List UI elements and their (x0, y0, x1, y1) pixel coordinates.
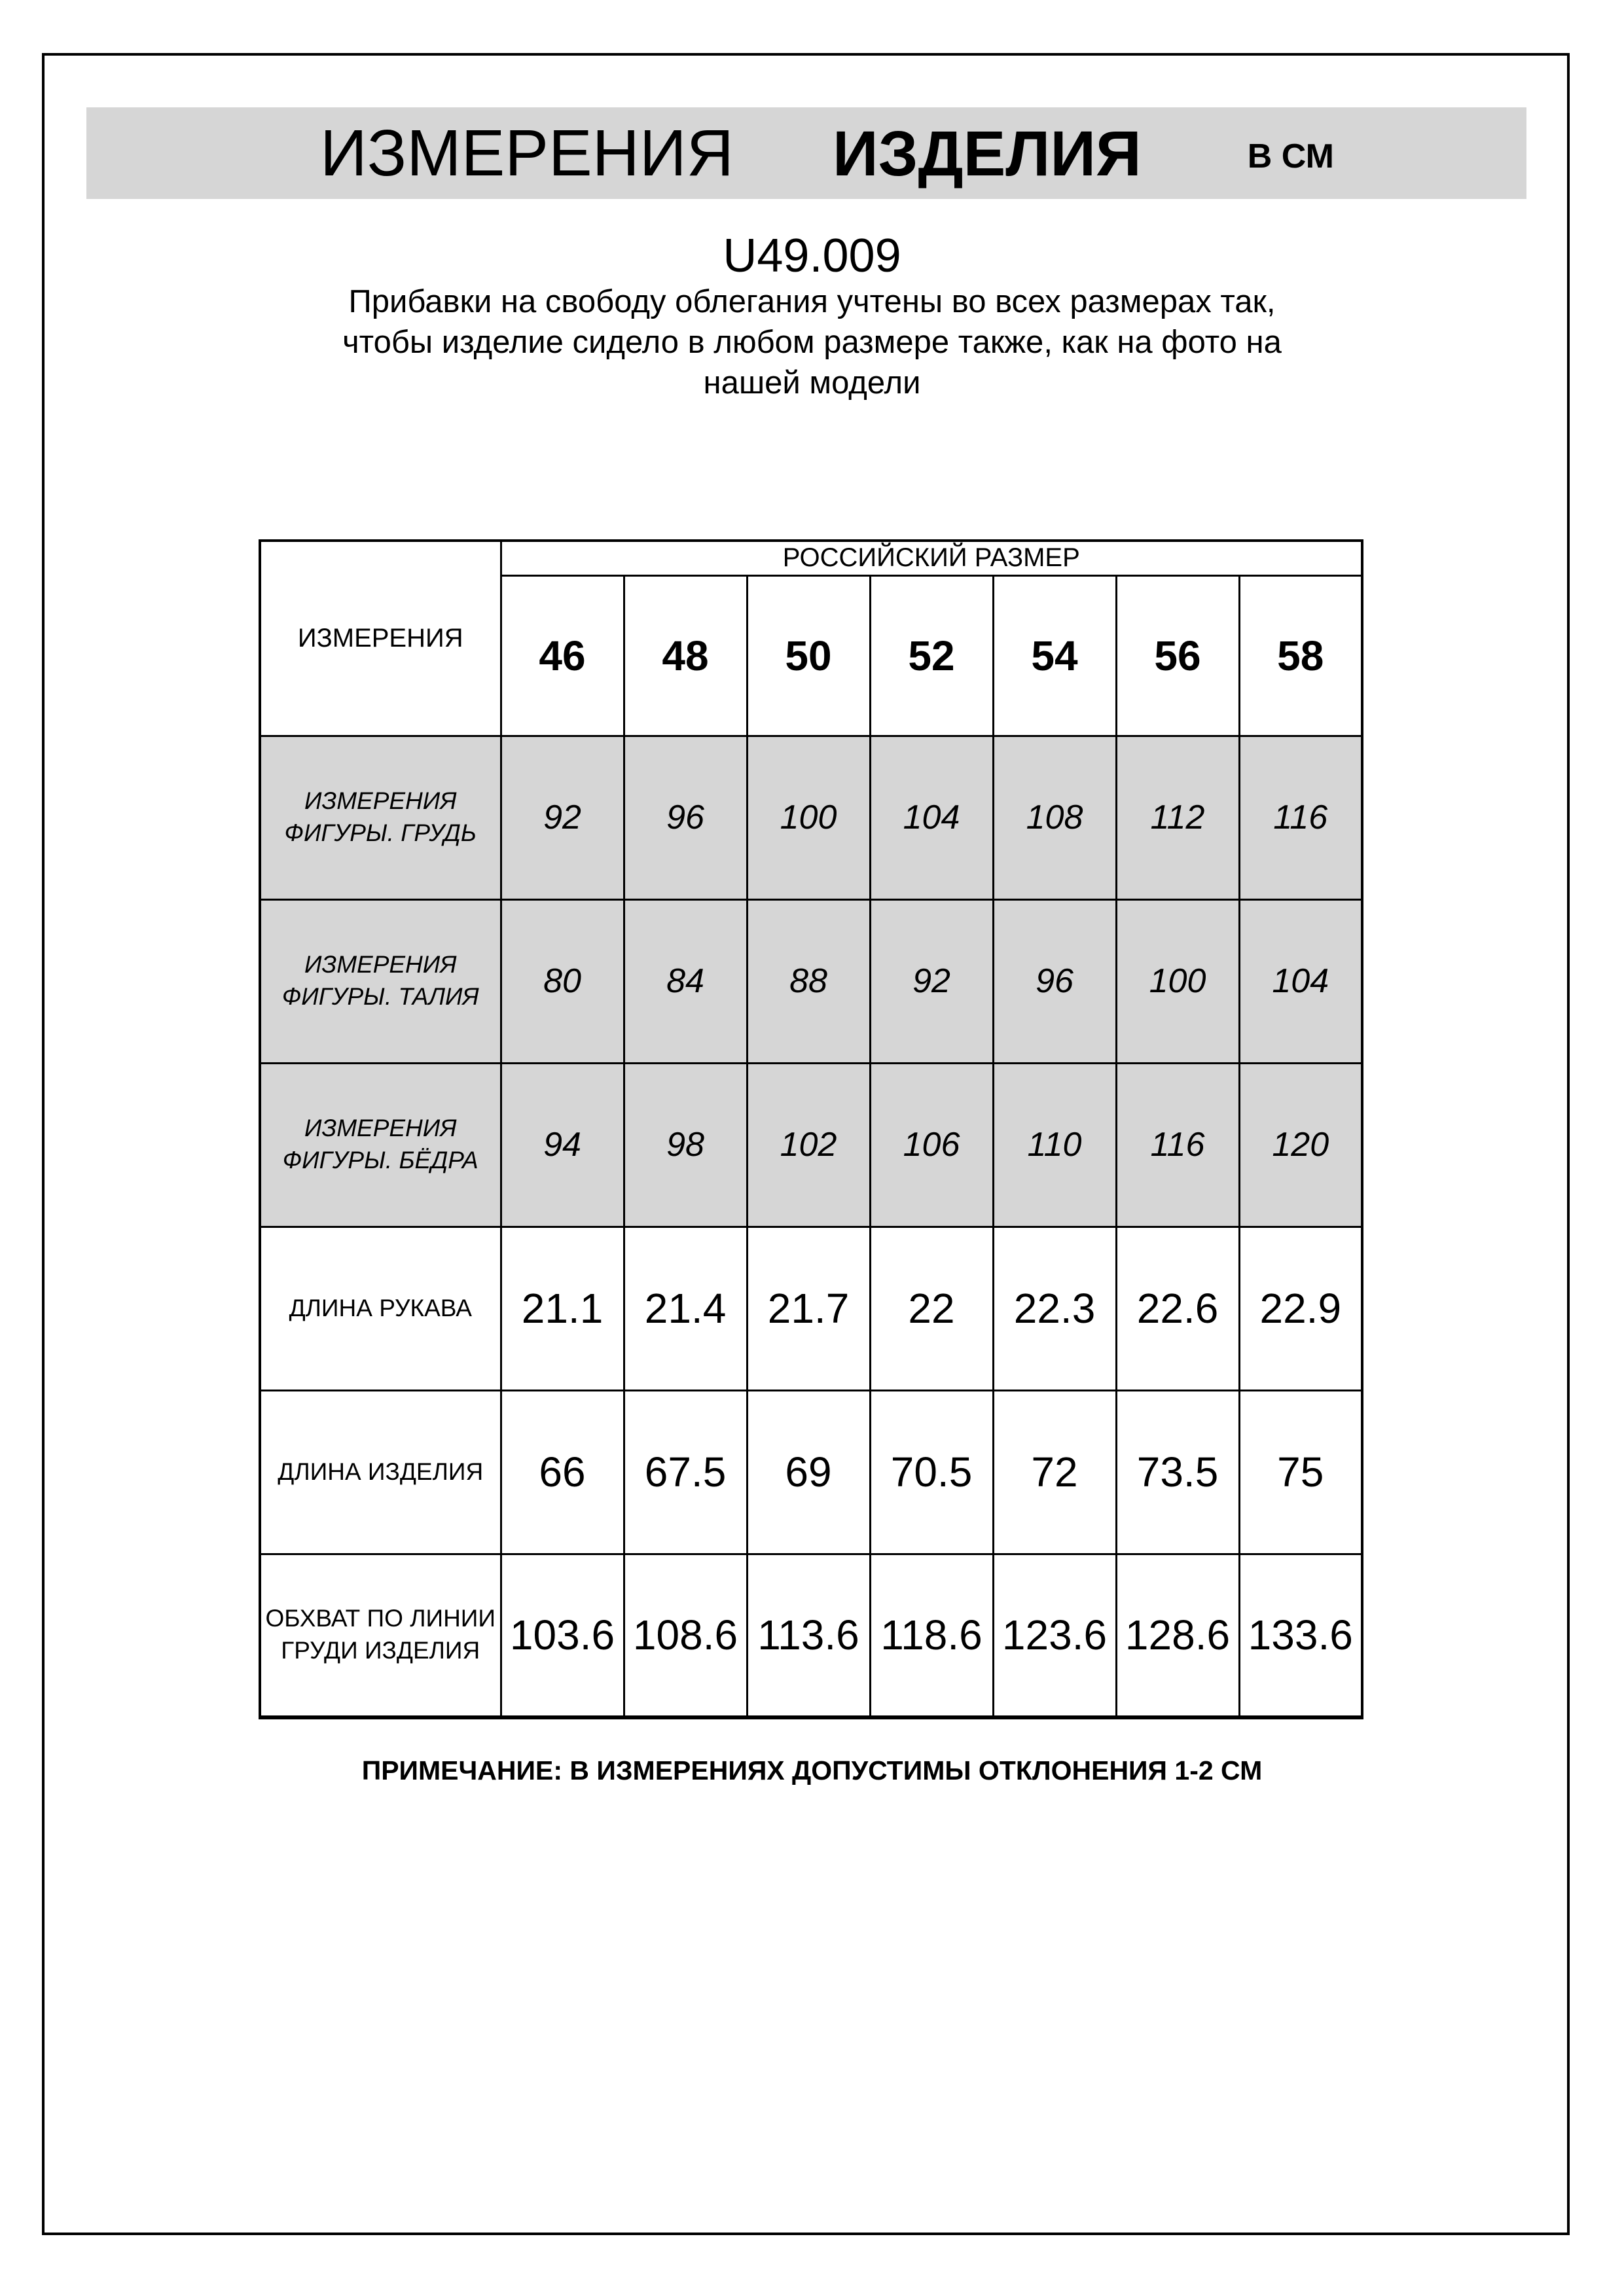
value-cell: 108 (993, 736, 1116, 899)
value-cell: 22.6 (1116, 1227, 1239, 1390)
value-cell: 108.6 (624, 1554, 747, 1717)
value-cell: 96 (624, 736, 747, 899)
value-cell: 88 (747, 899, 870, 1063)
value-cell: 73.5 (1116, 1390, 1239, 1554)
value-cell: 70.5 (870, 1390, 993, 1554)
value-cell: 104 (1239, 899, 1362, 1063)
value-cell: 21.1 (501, 1227, 624, 1390)
fit-description-line-2: чтобы изделие сидело в любом размере также, как на фото на (342, 325, 1282, 360)
value-cell: 22.9 (1239, 1227, 1362, 1390)
fit-description-line-3: нашей модели (703, 365, 921, 401)
table-group-header-row (260, 541, 1362, 575)
table-row (260, 899, 1362, 1063)
value-cell: 98 (624, 1063, 747, 1227)
size-col-58: 58 (1239, 575, 1362, 736)
value-cell: 113.6 (747, 1554, 870, 1717)
fit-description-line-1: Прибавки на свободу облегания учтены во всех размерах так, (348, 284, 1276, 319)
value-cell: 102 (747, 1063, 870, 1227)
value-cell: 106 (870, 1063, 993, 1227)
value-cell: 92 (501, 736, 624, 899)
fit-description (0, 281, 1624, 403)
size-col-56: 56 (1116, 575, 1239, 736)
product-code: U49.009 (723, 230, 901, 282)
value-cell: 100 (1116, 899, 1239, 1063)
value-cell: 22 (870, 1227, 993, 1390)
value-cell: 84 (624, 899, 747, 1063)
row-label: ИЗМЕРЕНИЯ ФИГУРЫ. ТАЛИЯ (260, 899, 501, 1063)
table-row (260, 1390, 1362, 1554)
value-cell: 112 (1116, 736, 1239, 899)
table-row (260, 1554, 1362, 1717)
title-product: ИЗДЕЛИЯ (832, 118, 1142, 189)
table-row (260, 1063, 1362, 1227)
value-cell: 96 (993, 899, 1116, 1063)
value-cell: 69 (747, 1390, 870, 1554)
value-cell: 104 (870, 736, 993, 899)
value-cell: 103.6 (501, 1554, 624, 1717)
size-col-48: 48 (624, 575, 747, 736)
size-col-46: 46 (501, 575, 624, 736)
value-cell: 21.7 (747, 1227, 870, 1390)
tolerance-note: ПРИМЕЧАНИЕ: В ИЗМЕРЕНИЯХ ДОПУСТИМЫ ОТКЛОНЕНИЯ 1-2 СМ (361, 1755, 1263, 1785)
value-cell: 120 (1239, 1063, 1362, 1227)
value-cell: 133.6 (1239, 1554, 1362, 1717)
value-cell: 22.3 (993, 1227, 1116, 1390)
table-row (260, 1227, 1362, 1390)
table-row (260, 736, 1362, 899)
title-banner (86, 107, 1526, 199)
value-cell: 110 (993, 1063, 1116, 1227)
value-cell: 116 (1239, 736, 1362, 899)
corner-header-measurements: ИЗМЕРЕНИЯ (260, 541, 501, 736)
value-cell: 94 (501, 1063, 624, 1227)
row-label: ИЗМЕРЕНИЯ ФИГУРЫ. БЁДРА (260, 1063, 501, 1227)
row-label: ОБХВАТ ПО ЛИНИИ ГРУДИ ИЗДЕЛИЯ (260, 1554, 501, 1717)
value-cell: 123.6 (993, 1554, 1116, 1717)
value-cell: 21.4 (624, 1227, 747, 1390)
value-cell: 66 (501, 1390, 624, 1554)
row-label: ИЗМЕРЕНИЯ ФИГУРЫ. ГРУДЬ (260, 736, 501, 899)
value-cell: 100 (747, 736, 870, 899)
title-unit-cm: В СМ (1247, 137, 1334, 175)
value-cell: 72 (993, 1390, 1116, 1554)
value-cell: 128.6 (1116, 1554, 1239, 1717)
size-table (259, 539, 1363, 1719)
value-cell: 67.5 (624, 1390, 747, 1554)
value-cell: 116 (1116, 1063, 1239, 1227)
value-cell: 118.6 (870, 1554, 993, 1717)
size-col-52: 52 (870, 575, 993, 736)
size-col-54: 54 (993, 575, 1116, 736)
russian-size-header: РОССИЙСКИЙ РАЗМЕР (501, 541, 1362, 575)
value-cell: 92 (870, 899, 993, 1063)
value-cell: 75 (1239, 1390, 1362, 1554)
title-measurements: ИЗМЕРЕНИЯ (320, 117, 734, 190)
value-cell: 80 (501, 899, 624, 1063)
size-col-50: 50 (747, 575, 870, 736)
row-label: ДЛИНА РУКАВА (260, 1227, 501, 1390)
row-label: ДЛИНА ИЗДЕЛИЯ (260, 1390, 501, 1554)
